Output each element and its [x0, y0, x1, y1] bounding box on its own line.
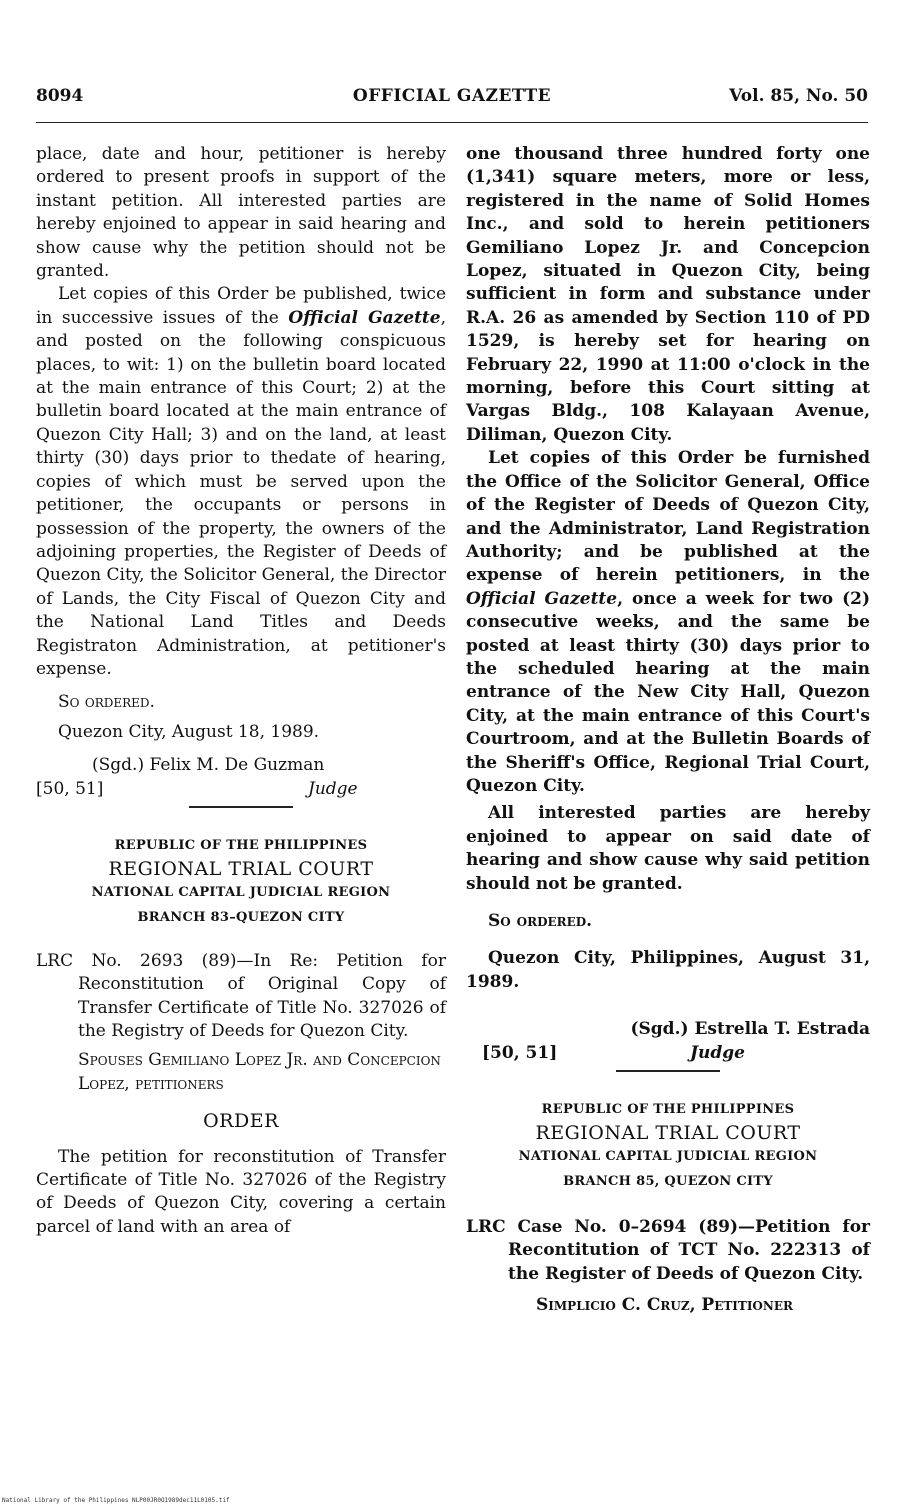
place-date: Quezon City, August 18, 1989.	[58, 721, 320, 742]
republic-line: REPUBLIC OF THE PHILIPPINES	[114, 838, 368, 854]
signatory: (Sgd.) Felix M. De Guzman	[92, 755, 325, 776]
left-column	[36, 143, 446, 1239]
signature-block	[466, 1018, 870, 1066]
region-line: NATIONAL CAPITAL JUDICIAL REGION	[518, 1149, 818, 1165]
branch-line: BRANCH 85, QUEZON CITY	[563, 1174, 773, 1190]
court-name: REGIONAL TRIAL COURT	[108, 857, 374, 880]
paragraph: place, date and hour, petitioner is hereby ordered to present proofs in support of the instant petition. All interested parties are hereby enjoined to appear in said hearing and show cause why the petition should not be granted.	[36, 144, 446, 282]
paragraph: one thousand three hundred forty one (1,341) square meters, more or less, registered in the name of Solid Homes Inc., and sold to herein petitioners Gemiliano Lopez Jr. and Concepcion Lopez, situated in Quezon City, being sufficient in form and substance under R.A. 26 as amended by Section 110 of PD 1529, is hereby set for hearing on February 22, 1990 at 11:00 o'clock in the morning, before this Court sitting at Vargas Bldg., 108 Kalayaan Avenue, Diliman, Quezon City.	[466, 144, 870, 445]
text-run: Let copies of this Order be furnished the Office of the Solicitor General, Office of the Register of Deeds of Quezon City, and the Administrator, Land Registration Authority; and be published at the expense of herein petitioners, in the	[466, 448, 870, 586]
paragraph	[36, 283, 446, 681]
case-title: LRC Case No. 0–2694 (89)—Petition for Recontitution of TCT No. 222313 of the Register of Deeds of Quezon City.	[466, 1216, 870, 1284]
so-ordered: So ordered.	[58, 692, 155, 713]
judge-title: Judge	[690, 1043, 745, 1064]
italic-title: Official Gazette	[466, 588, 618, 609]
court-heading	[466, 1098, 870, 1194]
order-title: ORDER	[203, 1110, 279, 1133]
branch-line: BRANCH 83–QUEZON CITY	[137, 910, 345, 926]
separator-rule	[616, 1070, 720, 1072]
volume-number: Vol. 85, No. 50	[729, 86, 868, 106]
region-line: NATIONAL CAPITAL JUDICIAL REGION	[91, 884, 391, 900]
text-run: , once a week for two (2) consecutive weeks, and the same be posted at least thirty (30) days prior to the scheduled hearing at the main entrance of the New City Hall, Quezon City, at the main entrance of this Court's Courtroom, and at the Bulletin Boards of the Sheriff's Office, Regional Trial Court, Quezon City.	[466, 588, 870, 796]
text-run: , and posted on the following conspicuous places, to wit: 1) on the bulletin board located at the main entrance of this Court; 2) at the bulletin board located at the main entrance of Quezon City Hall; 3) and on the land, at least thirty (30) days prior to thedate of hearing, copies of which must be served upon the petitioner, the occupants or persons in possession of the property, the owners of the adjoining properties, the Register of Deeds of Quezon City, the Solicitor General, the Director of Lands, the City Fiscal of Quezon City and the National Land Titles and Deeds Registraton Administration, at petitioner's expense.	[36, 307, 447, 679]
right-column	[466, 143, 870, 1317]
publication-title: OFFICIAL GAZETTE	[352, 86, 552, 106]
signatory: (Sgd.) Estrella T. Estrada	[630, 1019, 870, 1040]
page-number: 8094	[36, 86, 84, 106]
reference: [50, 51]	[482, 1043, 558, 1064]
text-run: Let copies of this Order be published, twice in successive issues of the	[36, 284, 446, 328]
paragraph: All interested parties are hereby enjoined to appear on said date of hearing and show cause why said petition should not be granted.	[466, 803, 870, 894]
republic-line: REPUBLIC OF THE PHILIPPINES	[541, 1102, 795, 1118]
court-name: REGIONAL TRIAL COURT	[535, 1121, 801, 1144]
page-header	[36, 86, 868, 110]
signature-block	[36, 754, 446, 802]
separator-rule	[189, 806, 293, 808]
paragraph	[466, 447, 870, 798]
header-rule	[36, 122, 868, 123]
parties: Spouses Gemiliano Lopez Jr. and Concepcion Lopez, petitioners	[78, 1050, 441, 1094]
italic-title: Official Gazette	[288, 307, 441, 328]
so-ordered: So ordered.	[488, 911, 593, 931]
case-title: LRC No. 2693 (89)—In Re: Petition for Reconstitution of Original Copy of Transfer Certificate of Title No. 327026 of the Registry of Deeds for Quezon City.	[36, 950, 446, 1041]
paragraph: The petition for reconstitution of Transfer Certificate of Title No. 327026 of the Registry of Deeds of Quezon City, covering a certain parcel of land with an area of	[36, 1146, 446, 1237]
court-heading	[36, 834, 446, 930]
scan-footer: National Library of the Philippines NLP00JR0O1989dec11L0105.tif	[2, 1497, 230, 1504]
reference: [50, 51]	[36, 779, 104, 800]
judge-title: Judge	[308, 779, 358, 800]
parties: Simplicio C. Cruz, Petitioner	[536, 1295, 793, 1316]
place-date: Quezon City, Philippines, August 31, 1989.	[466, 948, 870, 992]
